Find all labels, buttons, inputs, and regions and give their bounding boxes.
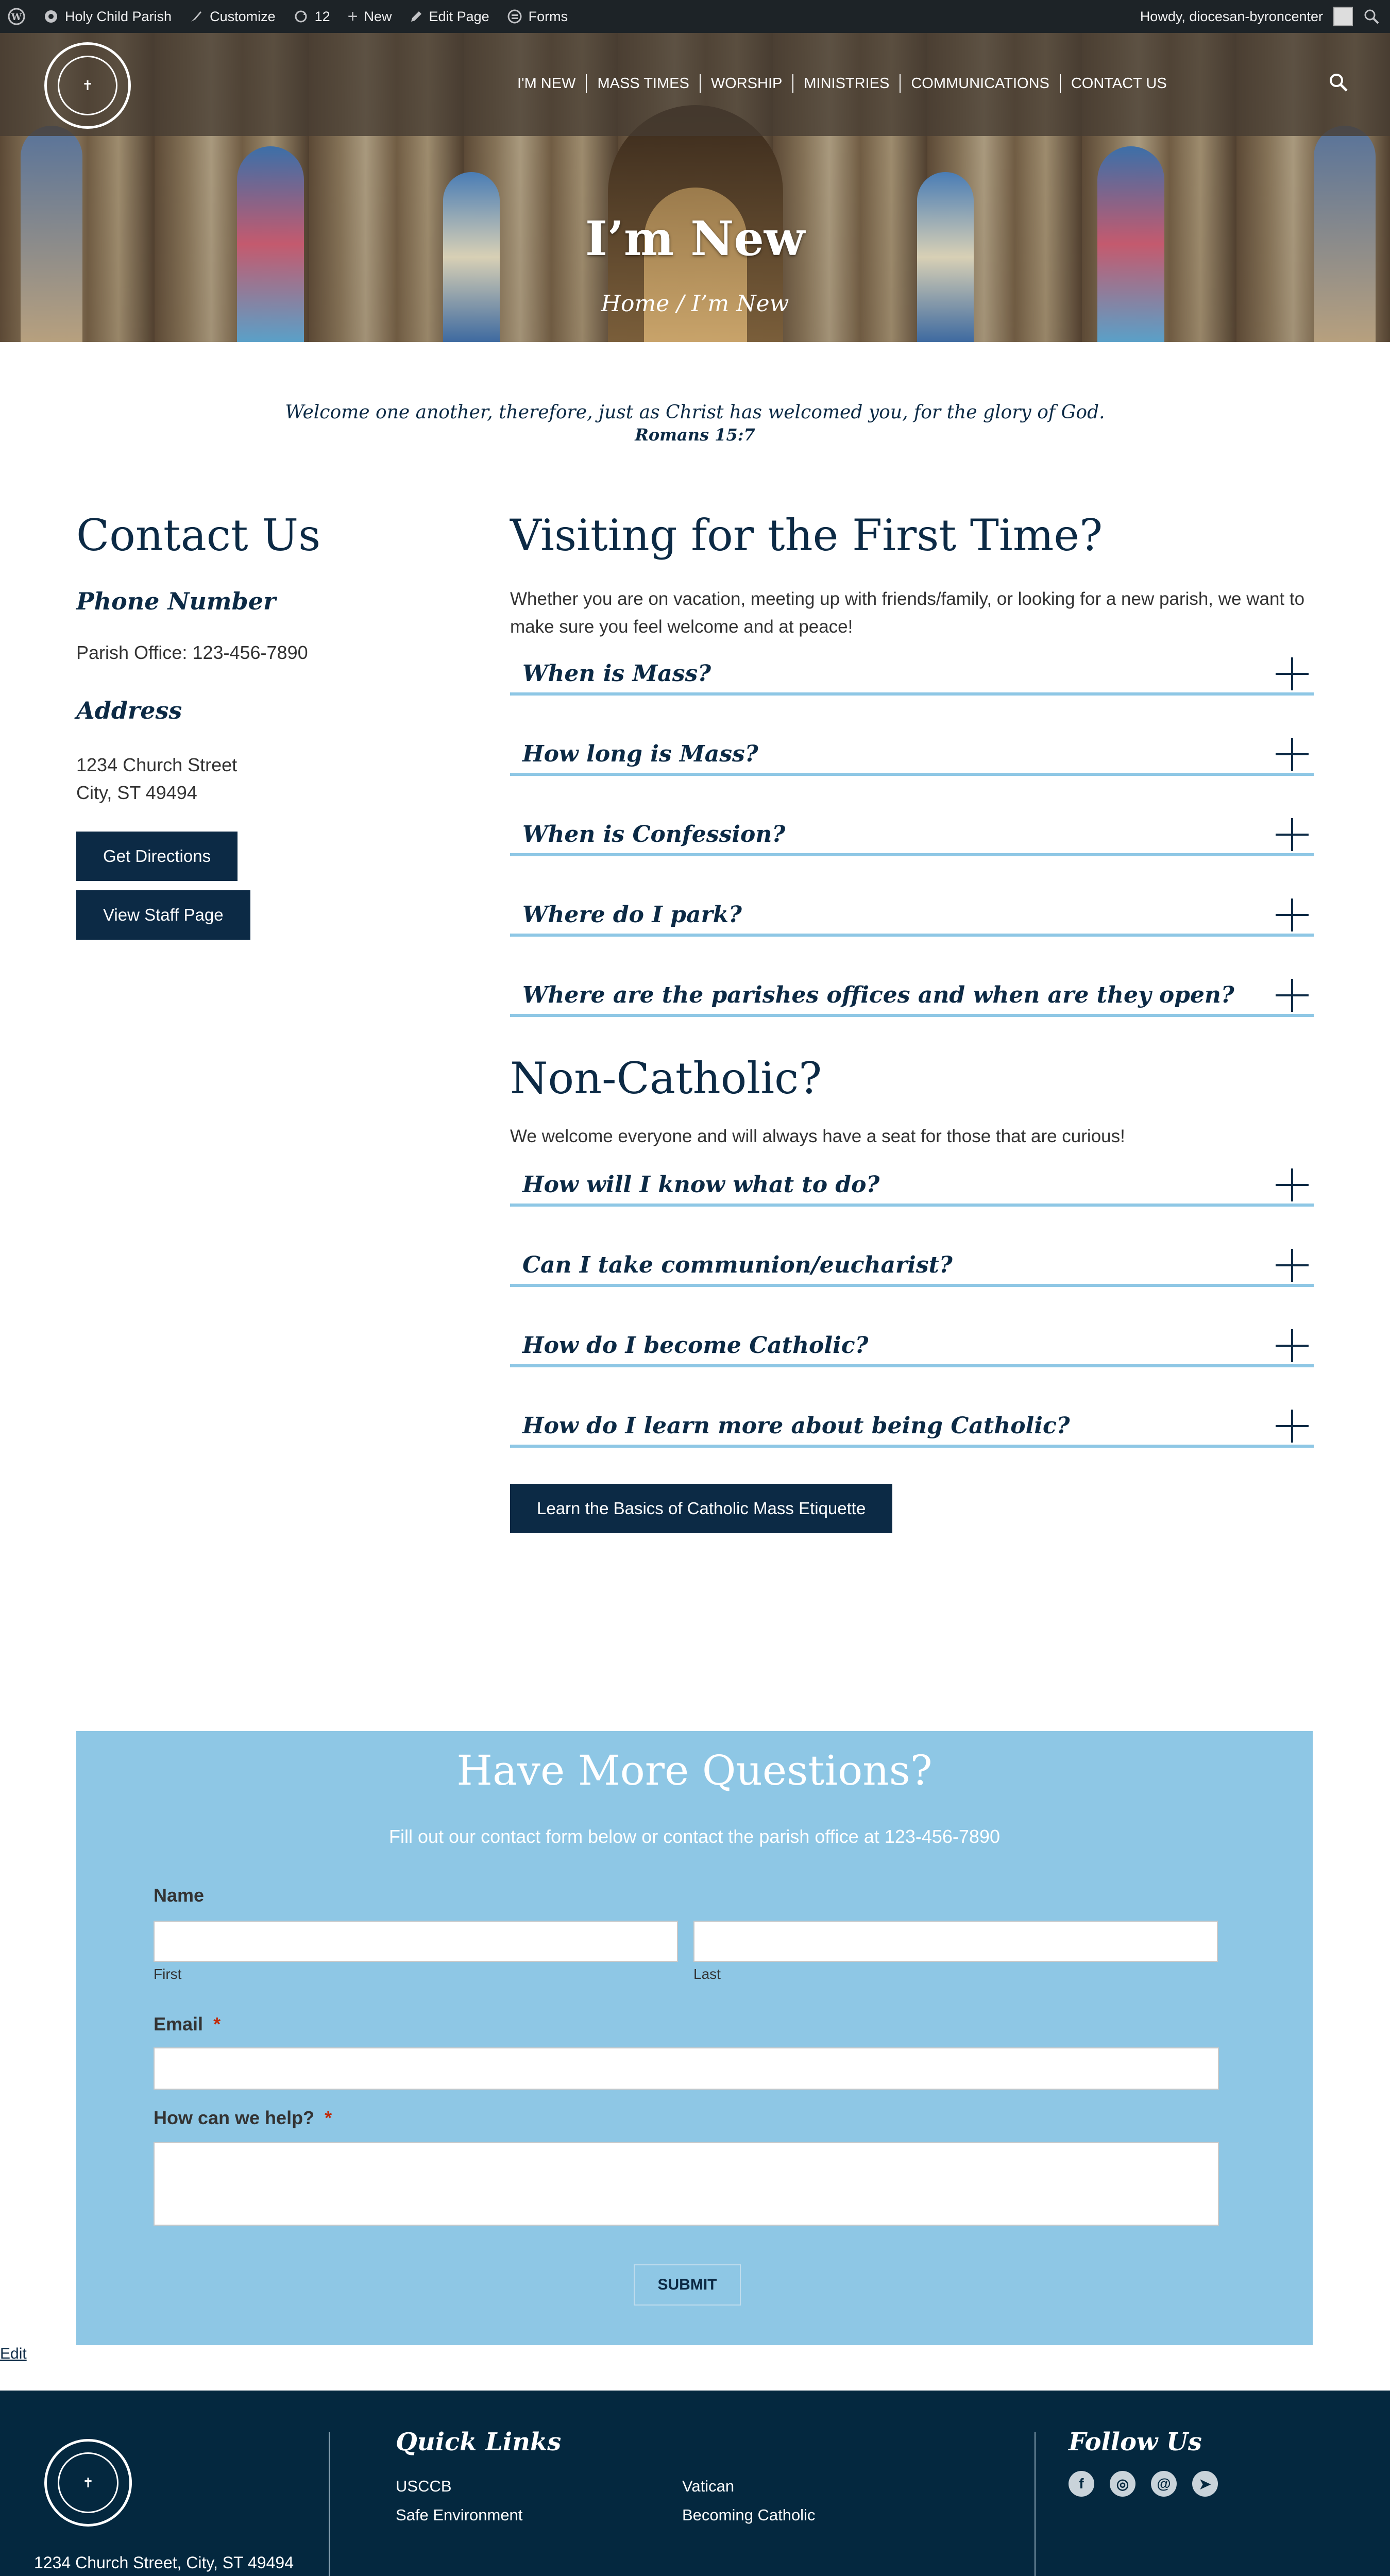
non-catholic-heading: Non-Catholic?	[510, 1053, 822, 1104]
view-staff-button[interactable]: View Staff Page	[76, 890, 250, 940]
forms-icon	[507, 9, 522, 24]
contact-column	[76, 510, 437, 940]
search-icon[interactable]	[1363, 8, 1380, 25]
shield-icon: ✝	[58, 2452, 118, 2513]
visiting-intro: Whether you are on vacation, meeting up with friends/family, or looking for a new parish, we want to make sure you feel welcome and at peace!	[510, 589, 1305, 637]
required-mark: *	[213, 2013, 221, 2035]
questions-heading: Have More Questions?	[456, 1747, 933, 1794]
address-heading: Address	[76, 697, 182, 724]
admin-forms-label: Forms	[528, 8, 568, 24]
quick-links-heading: Quick Links	[396, 2428, 562, 2456]
admin-new[interactable]	[348, 7, 392, 27]
accordion-title: How will I know what to do?	[522, 1172, 880, 1198]
pencil-icon	[410, 10, 423, 23]
site-header	[0, 33, 1390, 136]
footer-address: 1234 Church Street, City, ST 49494	[34, 2553, 294, 2572]
instagram-icon[interactable]: ◎	[1110, 2471, 1135, 2497]
required-mark: *	[325, 2107, 332, 2128]
accordion-item[interactable]	[510, 1403, 1314, 1448]
admin-site-name[interactable]	[43, 9, 172, 25]
email-label-text: Email	[154, 2013, 204, 2035]
name-label: Name	[154, 1885, 205, 1906]
questions-form-section	[76, 1731, 1313, 2345]
admin-site-name-label: Holy Child Parish	[65, 8, 172, 24]
questions-subtitle: Fill out our contact form below or contact the parish office at 123-456-7890	[389, 1826, 1000, 1847]
plus-icon[interactable]	[1276, 979, 1309, 1012]
admin-account-label[interactable]: Howdy, diocesan-byroncenter	[1140, 8, 1323, 24]
nav-item-communications[interactable]: COMMUNICATIONS	[901, 74, 1061, 93]
at-icon[interactable]: @	[1151, 2471, 1177, 2497]
accordion-item[interactable]	[510, 732, 1314, 776]
footer-link-usccb[interactable]: USCCB	[396, 2477, 452, 2495]
send-icon[interactable]: ➤	[1192, 2471, 1218, 2497]
footer-logo[interactable]	[44, 2439, 132, 2527]
scripture-quote	[0, 402, 1390, 445]
faq-column	[510, 510, 1314, 1533]
accordion-title: How do I become Catholic?	[522, 1332, 869, 1359]
admin-customize[interactable]	[189, 9, 276, 25]
accordion-item[interactable]	[510, 973, 1314, 1017]
nav-item-im-new[interactable]: I'M NEW	[507, 74, 587, 93]
admin-forms[interactable]	[507, 9, 568, 25]
hero-banner	[0, 33, 1390, 342]
visiting-heading: Visiting for the First Time?	[510, 510, 1103, 561]
accordion-item[interactable]	[510, 1323, 1314, 1367]
search-icon	[1328, 72, 1349, 93]
first-name-sublabel: First	[154, 1966, 182, 1982]
get-directions-button[interactable]: Get Directions	[76, 832, 238, 881]
accordion-title: When is Mass?	[522, 660, 711, 687]
brush-icon	[189, 9, 204, 24]
accordion-title: How do I learn more about being Catholic?	[522, 1413, 1070, 1439]
accordion-item[interactable]	[510, 651, 1314, 696]
admin-updates-count: 12	[314, 8, 330, 24]
address-text	[76, 751, 437, 807]
phone-heading: Phone Number	[76, 587, 276, 615]
non-catholic-intro: We welcome everyone and will always have a seat for those that are curious!	[510, 1126, 1125, 1146]
accordion-item[interactable]	[510, 1243, 1314, 1287]
accordion-title: Where do I park?	[522, 902, 742, 928]
help-textarea[interactable]	[154, 2142, 1219, 2226]
nav-item-mass-times[interactable]: MASS TIMES	[587, 74, 700, 93]
admin-updates[interactable]	[293, 9, 330, 25]
accordion-item[interactable]	[510, 892, 1314, 937]
help-label-text: How can we help?	[154, 2107, 315, 2128]
accordion-title: Can I take communion/eucharist?	[522, 1252, 953, 1278]
admin-edit-page[interactable]	[410, 9, 489, 25]
footer-divider	[1035, 2432, 1036, 2576]
submit-button[interactable]: SUBMIT	[634, 2264, 741, 2306]
site-search-button[interactable]	[1328, 72, 1349, 98]
accordion-item[interactable]	[510, 1162, 1314, 1207]
avatar[interactable]	[1333, 7, 1353, 26]
shield-icon: ✝	[58, 56, 118, 116]
plus-icon[interactable]	[1276, 738, 1309, 771]
visiting-accordion	[510, 651, 1314, 1017]
facebook-icon[interactable]: f	[1069, 2471, 1094, 2497]
accordion-item[interactable]	[510, 812, 1314, 856]
accordion-title: When is Confession?	[522, 821, 786, 848]
admin-bar	[0, 0, 1390, 33]
email-label	[154, 2013, 221, 2035]
svg-text:W: W	[11, 12, 22, 23]
phone-text: Parish Office: 123-456-7890	[76, 642, 308, 663]
site-footer	[0, 2391, 1390, 2576]
mass-etiquette-button[interactable]: Learn the Basics of Catholic Mass Etiquette	[510, 1484, 892, 1533]
plus-icon: +	[347, 6, 358, 26]
email-input[interactable]	[154, 2047, 1219, 2090]
admin-edit-page-label: Edit Page	[429, 8, 489, 24]
follow-us-heading: Follow Us	[1069, 2428, 1202, 2456]
plus-icon[interactable]	[1276, 1168, 1309, 1201]
footer-link-becoming-catholic[interactable]: Becoming Catholic	[682, 2506, 816, 2524]
first-name-input[interactable]	[154, 1921, 678, 1962]
page-title: I’m New	[585, 211, 805, 266]
plus-icon[interactable]	[1276, 818, 1309, 851]
plus-icon[interactable]	[1276, 1410, 1309, 1443]
quote-text: Welcome one another, therefore, just as Christ has welcomed you, for the glory of God.	[285, 402, 1105, 423]
parish-logo[interactable]	[44, 42, 131, 129]
last-name-input[interactable]	[693, 1921, 1218, 1962]
main-nav	[507, 74, 1177, 93]
dashboard-icon	[43, 9, 59, 24]
last-name-sublabel: Last	[693, 1966, 721, 1982]
help-label	[154, 2107, 332, 2129]
quote-reference: Romans 15:7	[635, 425, 755, 445]
accordion-title: Where are the parishes offices and when are they open?	[522, 982, 1234, 1008]
contact-heading: Contact Us	[76, 510, 321, 561]
nav-item-contact-us[interactable]: CONTACT US	[1071, 75, 1167, 92]
admin-customize-label: Customize	[210, 8, 276, 24]
accordion-title: How long is Mass?	[522, 741, 758, 767]
plus-icon[interactable]	[1276, 657, 1309, 690]
address-line-1: 1234 Church Street	[76, 754, 238, 775]
breadcrumb[interactable]: Home / I’m New	[601, 291, 789, 317]
wordpress-logo-icon[interactable]	[7, 7, 26, 26]
footer-divider	[329, 2432, 330, 2576]
plus-icon[interactable]	[1276, 899, 1309, 931]
admin-new-label: New	[364, 8, 392, 24]
edit-link[interactable]: Edit	[0, 2345, 27, 2362]
non-catholic-accordion	[510, 1162, 1314, 1448]
nav-item-ministries[interactable]: MINISTRIES	[793, 74, 901, 93]
footer-link-safe-environment[interactable]: Safe Environment	[396, 2506, 523, 2524]
plus-icon[interactable]	[1276, 1249, 1309, 1282]
updates-icon	[293, 9, 309, 24]
footer-link-vatican[interactable]: Vatican	[682, 2477, 735, 2495]
nav-item-worship[interactable]: WORSHIP	[701, 74, 794, 93]
address-line-2: City, ST 49494	[76, 782, 197, 803]
plus-icon[interactable]	[1276, 1329, 1309, 1362]
